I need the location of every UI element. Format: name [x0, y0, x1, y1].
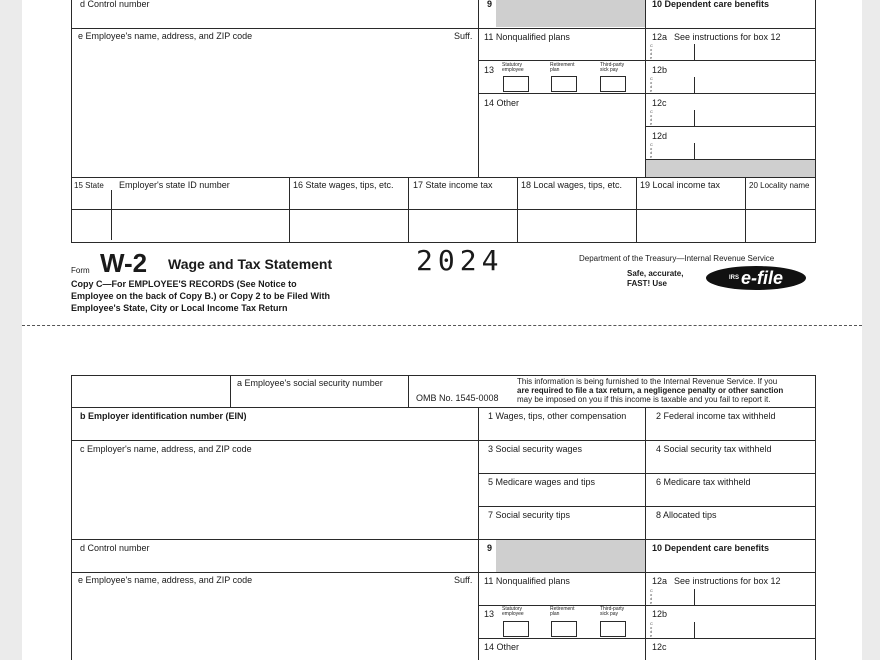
box13-label: 13	[484, 65, 495, 75]
statutory-employee-checkbox[interactable]	[503, 621, 529, 637]
box13-label: 13	[484, 609, 495, 619]
box14-label: 14 Other	[484, 98, 520, 108]
code-letters: C o d e	[650, 76, 653, 93]
copy-c-line2: Employee on the back of Copy B.) or Copy 2 to be Filed With	[71, 291, 330, 301]
rule	[408, 177, 409, 243]
retirement-plan-checkbox[interactable]	[551, 76, 577, 92]
rule	[645, 407, 646, 660]
rule	[71, 0, 72, 243]
rule	[645, 0, 646, 178]
box12c-label: 12c	[652, 98, 667, 108]
rule	[71, 440, 815, 441]
rule	[478, 60, 815, 61]
box12a-label: 12a	[652, 32, 668, 42]
rule	[478, 605, 815, 606]
box17-label: 17 State income tax	[413, 180, 493, 190]
employee-ssn-label: a Employee's social security number	[237, 378, 383, 388]
box11-label: 11 Nonqualified plans	[484, 576, 570, 586]
box9-label: 9	[487, 0, 493, 9]
retirement-plan-label: Retirement plan	[550, 606, 575, 617]
form-title: Wage and Tax Statement	[168, 256, 333, 272]
box12a-note: See instructions for box 12	[674, 576, 781, 586]
box14-label: 14 Other	[484, 642, 520, 652]
rule	[478, 0, 479, 178]
fast-use-text: FAST! Use	[627, 279, 668, 288]
third-party-sick-pay-label: Third-party sick pay	[600, 606, 625, 617]
control-number-label: d Control number	[80, 0, 150, 9]
rule	[478, 407, 479, 660]
notice-line1: This information is being furnished to the Internal Revenue Service. If you	[517, 377, 778, 386]
statutory-employee-label: Statutory employee	[502, 606, 524, 617]
rule	[230, 375, 231, 407]
rule	[71, 572, 815, 573]
perforation-line	[22, 325, 862, 326]
box15-label: 15 State	[74, 181, 104, 190]
rule	[694, 77, 695, 93]
safe-accurate-text: Safe, accurate,	[627, 269, 684, 278]
w2-form-page	[22, 0, 862, 660]
box12c-label: 12c	[652, 642, 667, 652]
box19-label: 19 Local income tax	[640, 180, 721, 190]
employee-name-label: e Employee's name, address, and ZIP code	[78, 575, 253, 585]
rule	[694, 110, 695, 126]
rule	[71, 375, 815, 376]
employer-ein-label: b Employer identification number (EIN)	[80, 411, 247, 421]
form-name: W-2	[100, 248, 148, 278]
suffix-label: Suff.	[454, 31, 473, 41]
box9-shade	[496, 540, 645, 572]
box12b-label: 12b	[652, 609, 668, 619]
code-letters: C o d e	[650, 621, 653, 638]
statutory-employee-checkbox[interactable]	[503, 76, 529, 92]
box8-label: 8 Allocated tips	[656, 510, 717, 520]
code-letters: C o d e	[650, 588, 653, 605]
department-label: Department of the Treasury—Internal Revenue Service	[579, 254, 775, 263]
rule	[71, 375, 72, 660]
rule	[478, 506, 815, 507]
box16-label: 16 State wages, tips, etc.	[293, 180, 394, 190]
employer-state-id-label: Employer's state ID number	[119, 180, 230, 190]
form-word: Form	[71, 266, 90, 275]
box7-label: 7 Social security tips	[488, 510, 571, 520]
rule	[71, 209, 815, 210]
rule	[478, 93, 815, 94]
box6-label: 6 Medicare tax withheld	[656, 477, 751, 487]
rule	[815, 375, 816, 660]
box12a-note: See instructions for box 12	[674, 32, 781, 42]
rule	[636, 177, 637, 243]
rule	[408, 375, 409, 407]
rule	[645, 126, 815, 127]
statutory-employee-label: Statutory employee	[502, 62, 524, 73]
employer-name-label: c Employer's name, address, and ZIP code	[80, 444, 252, 454]
box10-label: 10 Dependent care benefits	[652, 0, 770, 9]
third-party-sick-pay-checkbox[interactable]	[600, 76, 626, 92]
box10-label: 10 Dependent care benefits	[652, 543, 770, 553]
box4-label: 4 Social security tax withheld	[656, 444, 772, 454]
box2-label: 2 Federal income tax withheld	[656, 411, 776, 421]
copy-c-line3: Employee's State, City or Local Income Tax Return	[71, 303, 288, 313]
code-letters: C o d e	[650, 43, 653, 60]
code-letters: C o d e	[650, 109, 653, 126]
box12-shade	[646, 160, 815, 177]
third-party-sick-pay-checkbox[interactable]	[600, 621, 626, 637]
rule	[745, 177, 746, 243]
rule	[71, 242, 815, 243]
control-number-label: d Control number	[80, 543, 150, 553]
box12b-label: 12b	[652, 65, 668, 75]
rule	[694, 589, 695, 605]
rule	[289, 177, 290, 243]
box1-label: 1 Wages, tips, other compensation	[488, 411, 627, 421]
code-letters: C o d e	[650, 142, 653, 159]
box3-label: 3 Social security wages	[488, 444, 583, 454]
rule	[478, 638, 815, 639]
box11-label: 11 Nonqualified plans	[484, 32, 570, 42]
box5-label: 5 Medicare wages and tips	[488, 477, 596, 487]
rule	[111, 190, 112, 240]
copy-c-line1: Copy C—For EMPLOYEE'S RECORDS (See Notice to	[71, 279, 297, 289]
retirement-plan-checkbox[interactable]	[551, 621, 577, 637]
box20-label: 20 Locality name	[749, 181, 810, 190]
rule	[694, 622, 695, 638]
rule	[694, 143, 695, 159]
third-party-sick-pay-label: Third-party sick pay	[600, 62, 625, 73]
rule	[71, 177, 815, 178]
rule	[815, 0, 816, 243]
retirement-plan-label: Retirement plan	[550, 62, 575, 73]
rule	[694, 44, 695, 60]
box9-label: 9	[487, 543, 493, 553]
employee-name-label: e Employee's name, address, and ZIP code	[78, 31, 253, 41]
rule	[71, 407, 815, 408]
rule	[71, 539, 815, 540]
suffix-label: Suff.	[454, 575, 473, 585]
box18-label: 18 Local wages, tips, etc.	[521, 180, 623, 190]
box9-shade	[496, 0, 645, 27]
omb-number: OMB No. 1545-0008	[416, 393, 499, 403]
tax-year: 2024	[416, 244, 504, 277]
rule	[71, 28, 815, 29]
notice-line3: may be imposed on you if this income is taxable and you fail to report it.	[517, 395, 771, 404]
rule	[517, 177, 518, 243]
box12d-label: 12d	[652, 131, 668, 141]
box12a-label: 12a	[652, 576, 668, 586]
notice-line2: are required to file a tax return, a negligence penalty or other sanction	[517, 386, 784, 395]
rule	[478, 473, 815, 474]
irs-efile-logo: $^{IRS}$ e-file	[706, 266, 806, 290]
